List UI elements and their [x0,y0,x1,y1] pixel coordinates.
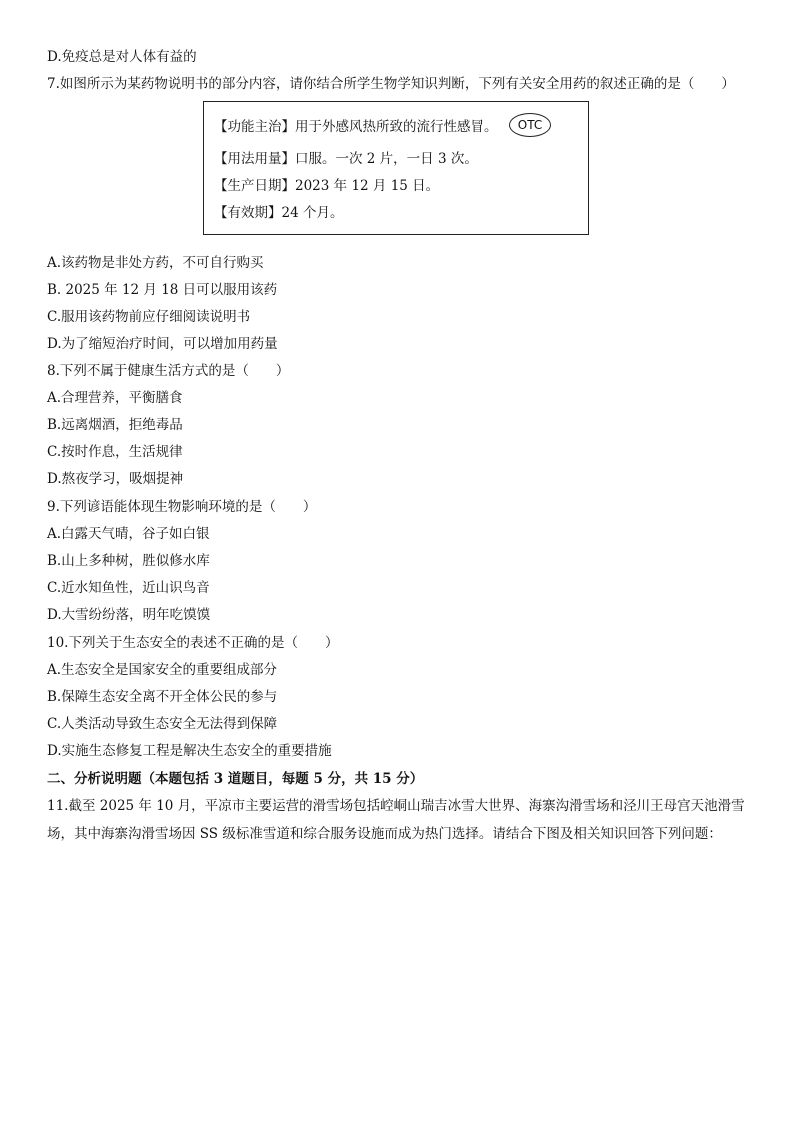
q6-option-d: D.免疫总是对人体有益的 [47,49,197,65]
q10-option-d: D.实施生态修复工程是解决生态安全的重要措施 [47,743,332,759]
q7-option-b: B. 2025 年 12 月 18 日可以服用该药 [47,282,278,298]
question-11-line-2: 场，其中海寨沟滑雪场因 SS 级标准雪道和综合服务设施而成为热门选择。请结合下图及相关知识回答下列问题： [47,826,722,842]
q10-option-b: B.保障生态安全离不开全体公民的参与 [47,689,278,705]
label-text: 24 个月。 [281,205,344,221]
q8-option-d: D.熬夜学习，吸烟提神 [47,471,184,487]
question-11-line-1: 11.截至 2025 年 10 月，平凉市主要运营的滑雪场包括崆峒山瑞吉冰雪大世界、海寨沟滑雪场和泾川王母宫天池滑雪 [47,798,745,814]
q8-option-a: A.合理营养，平衡膳食 [47,390,183,406]
q9-option-c: C.近水知鱼性，近山识鸟音 [47,580,210,596]
label-text: 口服。一次 2 片，一日 3 次。 [295,151,478,167]
q8-option-c: C.按时作息，生活规律 [47,444,183,460]
label-text: 用于外感风热所致的流行性感冒。 [295,119,498,135]
q8-option-b: B.远离烟酒，拒绝毒品 [47,417,183,433]
q7-option-d: D.为了缩短治疗时间，可以增加用药量 [47,336,278,352]
question-10: 10.下列关于生态安全的表述不正确的是（ ） [47,635,339,651]
q9-option-a: A.白露天气晴，谷子如白银 [47,526,210,542]
label-tag: 【有效期】 [214,205,282,221]
q10-option-a: A.生态安全是国家安全的重要组成部分 [47,662,278,678]
label-row-expiry [214,204,343,222]
label-row-function [214,118,498,136]
question-9: 9.下列谚语能体现生物影响环境的是（ ） [47,499,317,515]
drug-label-box [203,101,589,235]
label-row-production-date [214,177,439,195]
label-tag: 【生产日期】 [214,178,295,194]
question-8: 8.下列不属于健康生活方式的是（ ） [47,363,290,379]
label-tag: 【功能主治】 [214,119,295,135]
label-tag: 【用法用量】 [214,151,295,167]
label-text: 2023 年 12 月 15 日。 [295,178,440,194]
question-7: 7.如图所示为某药物说明书的部分内容，请你结合所学生物学知识判断，下列有关安全用药的叙述正确的是（ ） [47,76,735,92]
section-2-heading: 二、分析说明题（本题包括 3 道题目，每题 5 分，共 15 分） [47,771,424,787]
label-row-dosage [214,150,478,168]
q7-option-c: C.服用该药物前应仔细阅读说明书 [47,309,251,325]
q7-option-a: A.该药物是非处方药，不可自行购买 [47,255,264,271]
q10-option-c: C.人类活动导致生态安全无法得到保障 [47,716,278,732]
otc-badge: OTC [509,113,551,137]
q9-option-d: D.大雪纷纷落，明年吃馍馍 [47,607,211,623]
q9-option-b: B.山上多种树，胜似修水库 [47,553,210,569]
